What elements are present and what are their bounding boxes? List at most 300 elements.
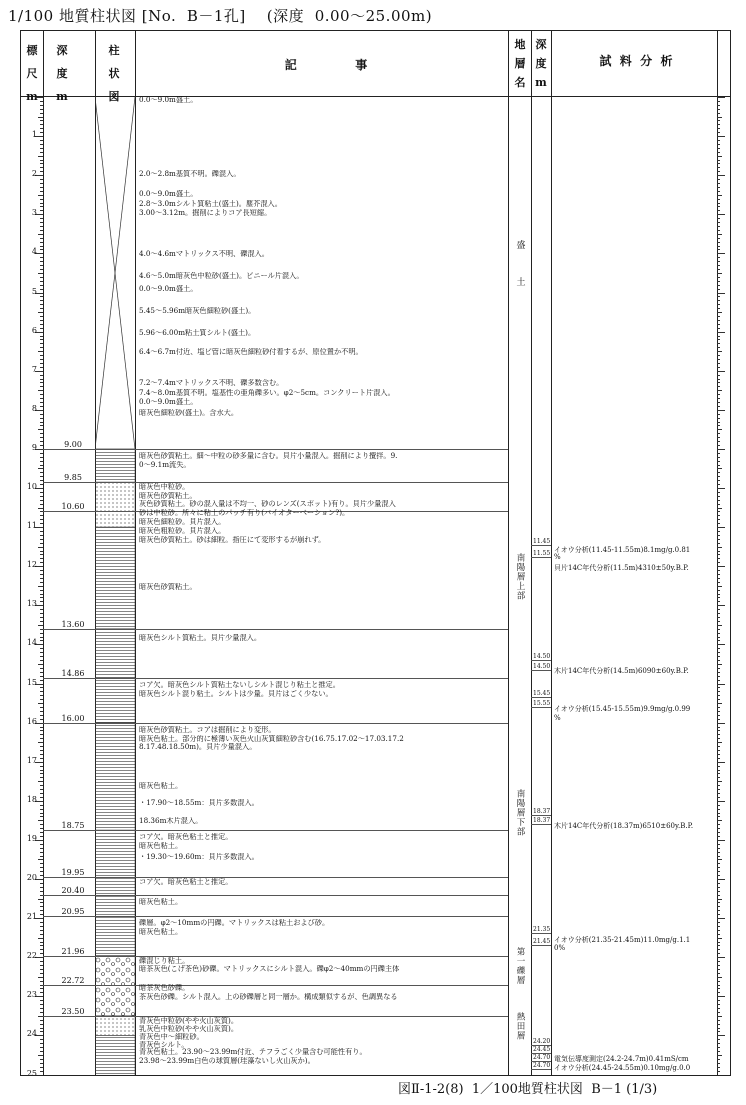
scale-tick — [717, 390, 722, 391]
scale-tick — [717, 996, 725, 997]
scale-tick — [717, 656, 720, 657]
scale-tick — [717, 183, 720, 184]
scale-tick — [717, 206, 720, 207]
description-line: コア欠。暗灰色シルト質粘土ないしシルト混じり粘土と推定。 — [139, 680, 340, 689]
scale-tick — [717, 828, 720, 829]
scale-tick — [40, 770, 43, 771]
sample-depth: 24.45 — [533, 1046, 551, 1054]
scale-tick — [40, 500, 43, 501]
log-frame — [20, 30, 731, 1076]
scale-tick — [40, 574, 43, 575]
sample-tick — [531, 933, 551, 934]
scale-tick — [717, 476, 720, 477]
scale-tick — [717, 988, 720, 989]
depth-label: 9.85 — [64, 473, 82, 483]
scale-tick — [717, 734, 720, 735]
scale-tick — [717, 308, 720, 309]
scale-tick — [40, 363, 43, 364]
scale-tick — [40, 375, 43, 376]
scale-tick — [717, 132, 720, 133]
scale-tick — [40, 813, 43, 814]
description-line: 3.00～3.12m。掘削によりコア長短縮。 — [139, 208, 272, 217]
scale-tick — [40, 382, 43, 383]
scale-tick — [38, 390, 43, 391]
scale-tick — [40, 296, 43, 297]
scale-tick — [40, 785, 43, 786]
scale-tick — [40, 809, 43, 810]
scale-tick — [717, 249, 720, 250]
scale-tick — [40, 554, 43, 555]
scale-tick — [40, 961, 43, 962]
scale-tick — [40, 238, 43, 239]
scale-tick — [40, 621, 43, 622]
scale-tick — [40, 719, 43, 720]
scale-tick — [717, 1028, 720, 1029]
scale-tick — [717, 453, 720, 454]
figure-caption: 図Ⅱ-1-2(8) 1／100地質柱状図 B－1 (1/3) — [398, 1082, 658, 1097]
scale-tick — [717, 578, 720, 579]
scale-number: 18 — [26, 794, 37, 804]
depth-boundary — [43, 678, 508, 679]
scale-tick — [717, 535, 720, 536]
scale-tick — [717, 332, 725, 333]
scale-tick — [717, 511, 720, 512]
scale-tick — [38, 468, 43, 469]
description-line: 砂は中粒砂。所々に粘土のパッチ有り(バイオターベーション?)。 — [139, 509, 350, 518]
scale-tick — [40, 910, 43, 911]
scale-tick — [40, 128, 43, 129]
description-line: 7.2～7.4mマトリックス不明、礫多数含む。 — [139, 379, 284, 388]
description-line: 暗灰色中粒砂。 — [139, 483, 190, 492]
scale-tick — [717, 547, 722, 548]
scale-tick — [40, 336, 43, 337]
description-line: 7.4～8.0m基質不明。塩基性の亜角礫多い。φ2～5cm。コンクリート片混入。 — [139, 389, 395, 398]
scale-tick — [717, 527, 725, 528]
scale-tick — [717, 414, 720, 415]
scale-number: 19 — [26, 833, 37, 843]
description-line: 0.0～9.0m盛土。 — [139, 284, 198, 293]
scale-tick — [717, 922, 720, 923]
scale-tick — [717, 1055, 722, 1056]
scale-tick — [717, 750, 720, 751]
scale-tick — [717, 629, 720, 630]
scale-tick — [717, 574, 720, 575]
scale-tick — [40, 867, 43, 868]
scale-tick — [717, 871, 720, 872]
scale-tick — [717, 265, 720, 266]
scale-tick — [40, 242, 43, 243]
scale-tick — [40, 210, 43, 211]
analysis-text: 電気伝導度測定(24.2-24.7m)0.41mS/cm — [554, 1054, 689, 1063]
scale-tick — [717, 613, 720, 614]
sample-tick — [531, 815, 551, 816]
scale-tick — [717, 809, 720, 810]
scale-tick — [40, 457, 43, 458]
scale-tick — [40, 558, 43, 559]
scale-tick — [40, 746, 43, 747]
scale-tick — [40, 218, 43, 219]
scale-tick — [717, 363, 720, 364]
scale-number: 9 — [31, 442, 37, 452]
scale-tick — [40, 562, 43, 563]
divider — [135, 31, 136, 1075]
scale-number: 11 — [26, 521, 37, 531]
formation-name: 南陽層下部 — [515, 789, 525, 837]
depth-boundary — [43, 629, 508, 630]
scale-tick — [40, 594, 43, 595]
scale-tick — [717, 664, 722, 665]
scale-tick — [40, 844, 43, 845]
sample-depth: 14.50 — [533, 653, 551, 661]
scale-tick — [717, 1031, 720, 1032]
scale-tick — [40, 261, 43, 262]
page-title: 1/100 地質柱状図 [No. B－1孔] (深度 0.00～25.00m) — [8, 7, 433, 25]
scale-tick — [40, 187, 43, 188]
scale-tick — [40, 515, 43, 516]
scale-tick — [717, 210, 720, 211]
scale-tick — [40, 652, 43, 653]
scale-tick — [717, 429, 722, 430]
scale-tick — [717, 226, 720, 227]
scale-tick — [717, 289, 720, 290]
formation-name: 盛 — [516, 240, 526, 251]
scale-tick — [40, 828, 43, 829]
description-line: 暗灰色砂質粘土。砂は細粒。指圧にて変形するが崩れず。 — [139, 536, 326, 545]
scale-tick — [717, 902, 720, 903]
scale-tick — [717, 1071, 720, 1072]
scale-tick — [40, 355, 43, 356]
scale-tick — [717, 386, 720, 387]
scale-number: 12 — [26, 560, 37, 570]
sample-tick — [531, 824, 551, 825]
sample-tick — [531, 945, 551, 946]
scale-tick — [717, 586, 722, 587]
scale-tick — [717, 496, 720, 497]
scale-tick — [717, 515, 720, 516]
scale-tick — [40, 120, 43, 121]
scale-tick — [40, 906, 43, 907]
description-line: 4.0～4.6mマトリックス不明、礫混入。 — [139, 250, 269, 259]
scale-tick — [38, 586, 43, 587]
scale-tick — [40, 398, 43, 399]
scale-tick — [717, 801, 725, 802]
scale-tick — [717, 359, 720, 360]
scale-tick — [717, 343, 720, 344]
scale-tick — [717, 488, 725, 489]
scale-tick — [40, 163, 43, 164]
scale-tick — [40, 343, 43, 344]
scale-tick — [40, 206, 43, 207]
description-line: 2.8～3.0mシルト質粘土(盛土)。塵芥混入。 — [139, 199, 282, 208]
scale-tick — [717, 508, 722, 509]
scale-tick — [717, 625, 722, 626]
scale-number: 1 — [31, 130, 37, 140]
depth-boundary — [43, 449, 508, 450]
description-line: 0～9.1m流失。 — [139, 460, 191, 469]
scale-tick — [40, 1024, 43, 1025]
scale-tick — [717, 128, 720, 129]
description-line: 18.36m木片混入。 — [139, 817, 203, 826]
scale-tick — [40, 308, 43, 309]
scale-tick — [717, 617, 720, 618]
scale-tick — [717, 320, 720, 321]
sample-tick — [531, 670, 551, 671]
header-scale: 標 尺 m — [26, 44, 38, 103]
scale-tick — [40, 179, 43, 180]
formation-name: 南陽層上部 — [515, 552, 525, 600]
lithology-layer — [95, 449, 135, 482]
scale-tick — [717, 1035, 725, 1036]
scale-tick — [717, 293, 725, 294]
scale-tick — [40, 277, 43, 278]
lithology-layer — [95, 482, 135, 511]
scale-number: 24 — [26, 1029, 37, 1039]
scale-tick — [40, 422, 43, 423]
scale-tick — [717, 406, 720, 407]
scale-tick — [717, 113, 720, 114]
scale-tick — [717, 324, 720, 325]
scale-tick — [40, 617, 43, 618]
lithology-column — [95, 97, 135, 1076]
scale-tick — [40, 543, 43, 544]
scale-tick — [717, 949, 720, 950]
scale-tick — [40, 113, 43, 114]
scale-tick — [40, 973, 43, 974]
scale-tick — [717, 601, 720, 602]
scale-tick — [40, 132, 43, 133]
scale-tick — [40, 105, 43, 106]
scale-tick — [40, 222, 43, 223]
scale-tick — [717, 977, 722, 978]
depth-label: 14.86 — [61, 669, 85, 679]
scale-tick — [717, 985, 720, 986]
scale-tick — [717, 1067, 720, 1068]
scale-tick — [40, 816, 43, 817]
scale-tick — [717, 844, 720, 845]
scale-tick — [40, 437, 43, 438]
scale-tick — [40, 124, 43, 125]
scale-tick — [717, 1008, 720, 1009]
scale-tick — [717, 676, 720, 677]
scale-tick — [717, 1016, 722, 1017]
scale-tick — [717, 742, 722, 743]
description-line: 5.45～5.96m暗灰色細粒砂(盛土)。 — [139, 307, 256, 316]
header-analysis: 試 料 分 析 — [599, 54, 673, 68]
scale-tick — [717, 156, 722, 157]
scale-tick — [40, 934, 43, 935]
scale-tick — [717, 304, 720, 305]
scale-tick — [717, 973, 720, 974]
scale-tick — [717, 754, 720, 755]
analysis-text: % — [554, 713, 561, 722]
scale-tick — [40, 461, 43, 462]
scale-tick — [717, 914, 720, 915]
scale-tick — [717, 961, 720, 962]
scale-tick — [717, 867, 720, 868]
scale-tick — [717, 562, 720, 563]
scale-tick — [717, 214, 725, 215]
scale-tick — [717, 339, 720, 340]
scale-tick — [717, 891, 720, 892]
scale-tick — [40, 339, 43, 340]
header-formation: 地 層 名 — [514, 38, 526, 89]
scale-tick — [717, 379, 720, 380]
scale-tick — [40, 1012, 43, 1013]
scale-tick — [717, 199, 720, 200]
scale-tick — [40, 1008, 43, 1009]
scale-tick — [40, 433, 43, 434]
scale-tick — [717, 879, 725, 880]
scale-tick — [38, 820, 43, 821]
scale-tick — [40, 981, 43, 982]
scale-tick — [38, 742, 43, 743]
scale-tick — [40, 848, 43, 849]
scale-tick — [40, 609, 43, 610]
description-line: 灰色砂質粘土。砂の混入量は不均一、砂のレンズ(スポット)有り。貝片少量混入 — [139, 500, 396, 509]
scale-tick — [717, 336, 720, 337]
scale-tick — [40, 1039, 43, 1040]
scale-tick — [40, 926, 43, 927]
scale-tick — [717, 887, 720, 888]
scale-tick — [717, 805, 720, 806]
depth-boundary — [43, 830, 508, 831]
analysis-text: イオウ分析(21.35-21.45m)11.0mg/g.1.1 — [554, 935, 691, 944]
scale-tick — [717, 785, 720, 786]
sample-tick — [531, 545, 551, 546]
description-line: 礫混じり粘土。 — [139, 956, 190, 965]
scale-tick — [717, 992, 720, 993]
scale-tick — [40, 367, 43, 368]
scale-tick — [717, 410, 725, 411]
scale-tick — [40, 852, 43, 853]
description-line: 暗灰色粘土。部分的に極薄い灰色火山灰質細粒砂含む(16.75.17.02～17.03.17.2 — [139, 734, 404, 743]
scale-tick — [38, 899, 43, 900]
scale-tick — [40, 856, 43, 857]
scale-tick — [717, 738, 720, 739]
scale-tick — [717, 1051, 720, 1052]
scale-tick — [717, 813, 720, 814]
description-line: 礫層。φ2～10mmの円礫。マトリックスは粘土および砂。 — [139, 919, 330, 928]
scale-tick — [717, 965, 720, 966]
scale-tick — [717, 840, 725, 841]
lithology-layer — [95, 511, 135, 527]
scale-tick — [717, 680, 720, 681]
scale-tick — [38, 156, 43, 157]
scale-tick — [40, 836, 43, 837]
scale-tick — [717, 953, 720, 954]
scale-tick — [40, 425, 43, 426]
scale-tick — [40, 1047, 43, 1048]
scale-tick — [717, 672, 720, 673]
depth-label: 22.72 — [61, 976, 85, 986]
scale-tick — [717, 969, 720, 970]
scale-tick — [40, 519, 43, 520]
scale-tick — [40, 418, 43, 419]
scale-tick — [717, 644, 725, 645]
scale-number: 2 — [31, 169, 37, 179]
scale-tick — [40, 496, 43, 497]
lithology-layer — [95, 830, 135, 956]
scale-tick — [40, 672, 43, 673]
scale-tick — [40, 637, 43, 638]
scale-tick — [38, 547, 43, 548]
analysis-text: イオウ分析(24.45-24.55m)0.10mg/g.0.0 — [554, 1063, 691, 1072]
scale-tick — [717, 930, 720, 931]
scale-tick — [717, 285, 720, 286]
scale-tick — [40, 394, 43, 395]
scale-tick — [40, 863, 43, 864]
lithology-layer — [95, 1016, 135, 1036]
scale-number: 25 — [26, 1068, 37, 1076]
scale-tick — [40, 1004, 43, 1005]
scale-tick — [717, 371, 725, 372]
header-depth: 深 度 m — [56, 44, 68, 103]
scale-tick — [35, 97, 43, 98]
description-line: 暗灰色粘土。 — [139, 782, 183, 791]
scale-tick — [717, 945, 720, 946]
formation-name: 土 — [516, 277, 526, 288]
description-line: 暗灰色粘土。 — [139, 928, 183, 937]
scale-tick — [40, 1051, 43, 1052]
scale-tick — [717, 703, 722, 704]
sample-depth: 24.70 — [533, 1053, 551, 1061]
scale-tick — [40, 914, 43, 915]
scale-tick — [38, 859, 43, 860]
scale-tick — [40, 492, 43, 493]
scale-tick — [40, 160, 43, 161]
scale-tick — [717, 441, 720, 442]
scale-tick — [38, 508, 43, 509]
description-line: 暗灰色砂質粘土。 — [139, 582, 197, 591]
scale-tick — [40, 144, 43, 145]
lithology-layer — [95, 1035, 135, 1076]
scale-tick — [717, 445, 720, 446]
scale-tick — [717, 691, 720, 692]
scale-tick — [40, 265, 43, 266]
scale-tick — [38, 429, 43, 430]
scale-tick — [38, 234, 43, 235]
scale-tick — [40, 316, 43, 317]
depth-label: 18.75 — [61, 821, 85, 831]
scale-tick — [717, 402, 720, 403]
description-line: コア欠。暗灰色粘土と推定。 — [139, 878, 233, 886]
scale-tick — [717, 566, 725, 567]
scale-tick — [717, 621, 720, 622]
scale-tick — [717, 277, 720, 278]
scale-tick — [717, 160, 720, 161]
depth-label: 16.00 — [61, 713, 85, 723]
scale-tick — [40, 633, 43, 634]
scale-tick — [717, 715, 720, 716]
scale-tick — [40, 1063, 43, 1064]
divider — [43, 31, 44, 1075]
scale-tick — [40, 805, 43, 806]
scale-tick — [717, 684, 725, 685]
analysis-text: 貝片14C年代分析(11.5m)4310±50y.B.P. — [554, 564, 689, 573]
scale-tick — [717, 582, 720, 583]
analysis-text: 木片14C年代分析(14.5m)6090±60y.B.P. — [554, 667, 689, 676]
description-line: 暗灰色シルト混り粘土。シルトは少量。貝片はごく少ない。 — [139, 689, 333, 698]
scale-tick — [717, 1039, 720, 1040]
scale-tick — [717, 1020, 720, 1021]
description-line: 8.17.48.18.50m)。貝片少量混入。 — [139, 743, 257, 752]
description-line: 青灰色シルト。 — [139, 1040, 189, 1049]
scale-tick — [717, 504, 720, 505]
scale-number: 21 — [26, 912, 37, 922]
description-line: 青灰色中粒砂(やや火山灰質)。 — [139, 1017, 239, 1026]
scale-tick — [717, 257, 720, 258]
scale-tick — [717, 699, 720, 700]
